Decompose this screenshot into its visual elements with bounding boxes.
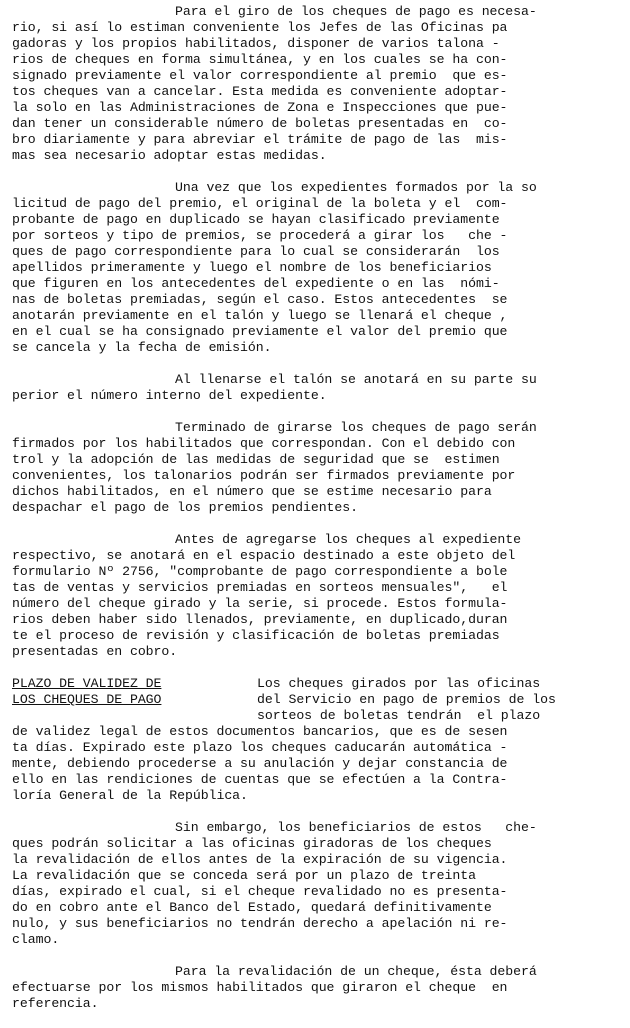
text-line: días, expirado el cual, si el cheque revalidado no es presenta- xyxy=(12,884,508,899)
text-line: tas de ventas y servicios premiadas en sorteos mensuales", el xyxy=(12,580,508,595)
text-line: perior el número interno del expediente. xyxy=(12,388,327,403)
paragraph-formulario xyxy=(12,532,620,660)
section-side-text xyxy=(257,676,556,724)
text-line: trol y la adopción de las medidas de seguridad que se estimen xyxy=(12,452,500,467)
text-line: loría General de la República. xyxy=(12,788,248,803)
text-line: sorteos de boletas tendrán el plazo xyxy=(257,708,541,723)
text-line: Para la revalidación de un cheque, ésta deberá xyxy=(175,964,537,979)
text-line: Antes de agregarse los cheques al expediente xyxy=(175,532,522,547)
text-line: nulo, y sus beneficiarios no tendrán derecho a apelación ni re- xyxy=(12,916,508,931)
text-line: respectivo, se anotará en el espacio destinado a este objeto del xyxy=(12,548,516,563)
text-line: mas sea necesario adoptar estas medidas. xyxy=(12,148,327,163)
text-line: ques de pago correspondiente para lo cual se considerarán los xyxy=(12,244,500,259)
text-line: Para el giro de los cheques de pago es necesa- xyxy=(175,4,537,19)
text-line: firmados por los habilitados que correspondan. Con el debido con xyxy=(12,436,516,451)
text-line: ques podrán solicitar a las oficinas giradoras de los cheques xyxy=(12,836,492,851)
text-line: nas de boletas premiadas, según el caso. Estos antecedentes se xyxy=(12,292,508,307)
text-line: del Servicio en pago de premios de los xyxy=(257,692,556,707)
text-line: por sorteos y tipo de premios, se procederá a girar los che - xyxy=(12,228,508,243)
text-line: rios deben haber sido llenados, previamente, en duplicado,duran xyxy=(12,612,508,627)
text-line: La revalidación que se conceda será por un plazo de treinta xyxy=(12,868,476,883)
section-header-row xyxy=(12,676,620,724)
text-line: Terminado de girarse los cheques de pago serán xyxy=(175,420,537,435)
section-title xyxy=(12,676,257,724)
text-line: de validez legal de estos documentos bancarios, que es de sesen xyxy=(12,724,508,739)
text-line: te el proceso de revisión y clasificación de boletas premiadas xyxy=(12,628,500,643)
text-line: formulario Nº 2756, "comprobante de pago correspondiente a bole xyxy=(12,564,508,579)
text-line: Una vez que los expedientes formados por la so xyxy=(175,180,537,195)
text-line: la revalidación de ellos antes de la expiración de su vigencia. xyxy=(12,852,508,867)
paragraph-expedientes xyxy=(12,180,620,356)
document-page xyxy=(12,4,620,1028)
text-line: convenientes, los talonarios podrán ser firmados previamente por xyxy=(12,468,516,483)
text-line: Sin embargo, los beneficiarios de estos che- xyxy=(175,820,537,835)
section-title-line: PLAZO DE VALIDEZ DE xyxy=(12,676,162,691)
text-line: ta días. Expirado este plazo los cheques caducarán automática - xyxy=(12,740,508,755)
paragraph-firmas xyxy=(12,420,620,516)
text-line: dichos habilitados, en el número que se estime necesario para xyxy=(12,484,492,499)
section-plazo-validez xyxy=(12,676,620,804)
text-line: apellidos primeramente y luego el nombre de los beneficiarios xyxy=(12,260,492,275)
text-line: gadoras y los propios habilitados, disponer de varios talona - xyxy=(12,36,500,51)
paragraph-revalidacion xyxy=(12,820,620,948)
text-line: tos cheques van a cancelar. Esta medida es conveniente adoptar- xyxy=(12,84,508,99)
text-line: Al llenarse el talón se anotará en su parte su xyxy=(175,372,537,387)
section-title-line: LOS CHEQUES DE PAGO xyxy=(12,692,162,707)
text-line: despachar el pago de los premios pendientes. xyxy=(12,500,359,515)
text-line: que figuren en los antecedentes del expediente o en las nómi- xyxy=(12,276,500,291)
text-line: do en cobro ante el Banco del Estado, quedará definitivamente xyxy=(12,900,492,915)
text-line: clamo. xyxy=(12,932,60,947)
text-line: ello en las rendiciones de cuentas que se efectúen a la Contra- xyxy=(12,772,508,787)
text-line: anotarán previamente en el talón y luego se llenará el cheque , xyxy=(12,308,508,323)
text-line: licitud de pago del premio, el original de la boleta y el com- xyxy=(12,196,508,211)
text-line: en el cual se ha consignado previamente el valor del premio que xyxy=(12,324,508,339)
text-line: mente, debiendo procederse a su anulación y dejar constancia de xyxy=(12,756,508,771)
text-line: dan tener un considerable número de boletas presentadas en co- xyxy=(12,116,508,131)
text-line: referencia. xyxy=(12,996,99,1011)
text-line: número del cheque girado y la serie, si procede. Estos formula- xyxy=(12,596,508,611)
paragraph-giro-cheques xyxy=(12,4,620,164)
paragraph-revalidacion-habilitados xyxy=(12,964,620,1012)
text-line: signado previamente el valor correspondiente al premio que es- xyxy=(12,68,508,83)
text-line: presentadas en cobro. xyxy=(12,644,178,659)
text-line: probante de pago en duplicado se hayan clasificado previamente xyxy=(12,212,500,227)
text-line: se cancela y la fecha de emisión. xyxy=(12,340,272,355)
paragraph-talon xyxy=(12,372,620,404)
text-line: la solo en las Administraciones de Zona e Inspecciones que pue- xyxy=(12,100,508,115)
text-line: rio, si así lo estiman conveniente los Jefes de las Oficinas pa xyxy=(12,20,508,35)
text-line: bro diariamente y para abreviar el trámite de pago de las mis- xyxy=(12,132,508,147)
text-line: rios de cheques en forma simultánea, y en los cuales se ha con- xyxy=(12,52,508,67)
text-line: Los cheques girados por las oficinas xyxy=(257,676,541,691)
text-line: efectuarse por los mismos habilitados que giraron el cheque en xyxy=(12,980,508,995)
